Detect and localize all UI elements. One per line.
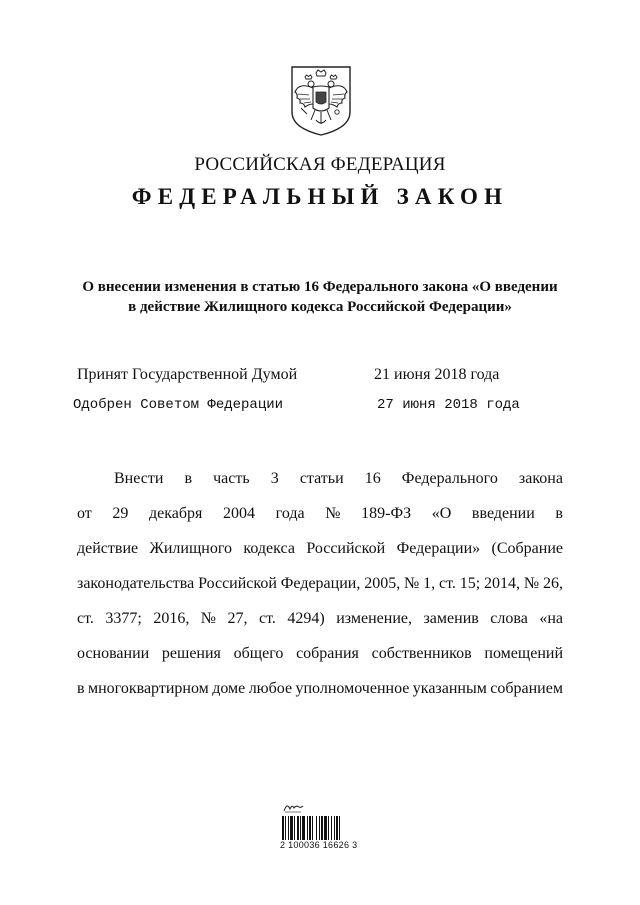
law-title-line-1: О внесении изменения в статью 16 Федерального закона «О введении xyxy=(82,279,558,295)
body-word: введении xyxy=(471,505,535,522)
body-word: 3 xyxy=(270,470,279,487)
country-name: РОССИЙСКАЯ ФЕДЕРАЦИЯ xyxy=(194,154,446,175)
body-word: в xyxy=(77,680,85,697)
body-word: заменив xyxy=(423,610,479,627)
body-line xyxy=(77,566,563,601)
body-word: в xyxy=(184,470,193,487)
body-word: любое xyxy=(248,680,293,697)
body-line xyxy=(77,461,563,496)
body-word: Федерации, xyxy=(280,575,361,592)
law-body-text xyxy=(77,461,563,706)
body-word: в xyxy=(555,505,563,522)
body-word: ст. xyxy=(259,610,276,627)
body-word: № xyxy=(325,505,341,522)
body-word: решения xyxy=(161,645,221,662)
body-word: основании xyxy=(77,645,150,662)
body-word: слова xyxy=(490,610,528,627)
body-word: статьи xyxy=(299,470,344,487)
body-word: помещений xyxy=(484,645,563,662)
body-word: 15; xyxy=(459,575,481,592)
body-word: закона xyxy=(518,470,563,487)
body-word: года xyxy=(275,505,305,522)
body-line xyxy=(77,496,563,531)
adopted-date: 21 июня 2018 года xyxy=(374,366,500,383)
body-word: собрания xyxy=(296,645,359,662)
law-title-line-2: в действие Жилищного кодекса Российской Федерации» xyxy=(128,299,512,315)
law-title xyxy=(60,277,580,317)
body-word: 4294) xyxy=(287,610,325,627)
body-word: 2016, xyxy=(153,610,190,627)
body-word: Внести xyxy=(114,470,164,487)
body-word: 26, xyxy=(542,575,563,592)
body-word: (Собрание xyxy=(491,540,563,557)
body-word: 27, xyxy=(227,610,248,627)
body-word: № xyxy=(200,610,217,627)
body-word: законодательства xyxy=(77,575,195,592)
body-word: «на xyxy=(539,610,563,627)
body-word: ст. xyxy=(438,575,456,592)
coat-of-arms-icon xyxy=(289,64,353,138)
body-word: «О xyxy=(431,505,452,522)
body-word: декабря xyxy=(149,505,203,522)
approved-label: Одобрен Советом Федерации xyxy=(73,397,284,413)
body-word: общего xyxy=(233,645,284,662)
body-word: собственников xyxy=(371,645,472,662)
body-line xyxy=(77,671,563,706)
body-word: № xyxy=(404,575,420,592)
body-word: собранием xyxy=(490,680,563,697)
body-word: Жилищного xyxy=(149,540,233,557)
body-word: уполномоченное xyxy=(295,680,410,697)
body-word: 3377; xyxy=(105,610,142,627)
body-line xyxy=(77,636,563,671)
body-word: Российской xyxy=(198,575,277,592)
body-word: № xyxy=(523,575,540,592)
body-word: Федерального xyxy=(401,470,498,487)
body-word: указанным xyxy=(412,680,487,697)
barcode-icon xyxy=(282,816,368,840)
body-word: 2005, xyxy=(364,575,401,592)
approved-date: 27 июня 2018 года xyxy=(377,397,520,413)
body-word: 16 xyxy=(364,470,381,487)
body-line xyxy=(77,601,563,636)
body-word: 2004 xyxy=(223,505,256,522)
document-type: ФЕДЕРАЛЬНЫЙ ЗАКОН xyxy=(131,184,509,209)
body-word: 29 xyxy=(112,505,129,522)
adopted-label: Принят Государственной Думой xyxy=(77,366,298,383)
body-word: 1, xyxy=(423,575,436,592)
body-word: многоквартирном xyxy=(87,680,209,697)
body-word: доме xyxy=(212,680,246,697)
body-word: 189-ФЗ xyxy=(361,505,412,522)
body-word: 2014, xyxy=(484,575,521,592)
body-word: изменение, xyxy=(336,610,412,627)
body-line xyxy=(77,531,563,566)
body-word: Федерации» xyxy=(396,540,481,557)
signature-initials-icon xyxy=(282,800,304,814)
body-word: кодекса xyxy=(243,540,295,557)
body-word: действие xyxy=(77,540,139,557)
barcode-number: 2 100036 16626 3 xyxy=(280,840,358,850)
body-word: от xyxy=(77,505,92,522)
body-word: Российской xyxy=(306,540,386,557)
barcode-block xyxy=(282,800,372,860)
body-word: часть xyxy=(213,470,250,487)
body-word: ст. xyxy=(77,610,94,627)
